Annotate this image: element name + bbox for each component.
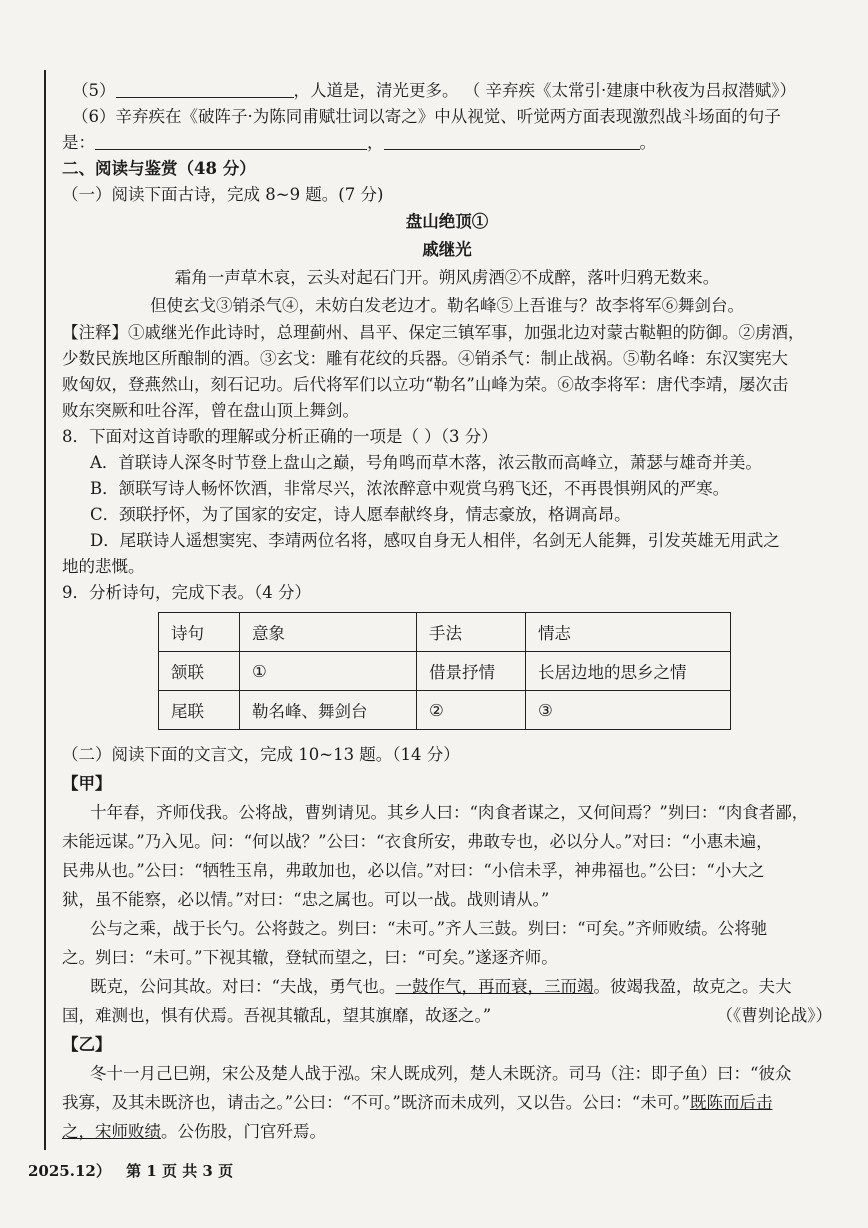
table-cell: 颔联 xyxy=(159,652,240,691)
analysis-table xyxy=(158,612,731,730)
poem-line-1: 霜角一声草木哀，云头对起石门开。朔风虏酒②不成醉，落叶归鸦无数来。 xyxy=(174,268,720,287)
jia-para3-line1: 既克，公问其故。对曰：“夫战，勇气也。一鼓作气，再而衰，三而竭。彼竭我盈，故克之。夫大 xyxy=(90,977,792,996)
table-cell: 勒名峰、舞剑台 xyxy=(240,691,417,730)
question-6-line1: （6）辛弃疾在《破阵子·为陈同甫赋壮词以寄之》中从视觉、听觉两方面表现激烈战斗场面的句子 xyxy=(72,107,781,126)
question-8-option-a: A．首联诗人深冬时节登上盘山之巅，号角鸣而草木落，浓云散而高峰立，萧瑟与雄奇并美。 xyxy=(90,453,762,472)
jia-para2-line2: 之。刿曰：“未可。”下视其辙，登轼而望之，曰：“可矣。”遂逐齐师。 xyxy=(62,948,558,967)
table-cell: 长居边地的思乡之情 xyxy=(526,652,731,691)
poem-title: 盘山绝顶① xyxy=(405,212,489,231)
poem-line-2: 但使玄戈③销杀气④，未妨白发老边才。勒名峰⑤上吾谁与？故李将军⑥舞剑台。 xyxy=(150,296,744,315)
poem-author: 戚继光 xyxy=(422,240,472,259)
yi-line2: 我寡，及其未既济也，请击之。”公曰：“不可。”既济而未成列，又以告。公曰：“未可。”既陈而后击 xyxy=(62,1093,773,1112)
question-8-stem: 8．下面对这首诗歌的理解或分析正确的一项是（ ）（3 分） xyxy=(62,427,498,446)
table-cell: ② xyxy=(417,691,526,730)
binding-margin-line xyxy=(44,70,46,1150)
question-6-line2: 是： ， 。 xyxy=(62,133,656,152)
footer-date: 2025.12） xyxy=(28,1162,111,1180)
table-cell: 借景抒情 xyxy=(417,652,526,691)
table-row xyxy=(159,691,731,730)
question-9-stem: 9．分析诗句，完成下表。（4 分） xyxy=(62,583,311,602)
question-8-option-d: D．尾联诗人遥想窦宪、李靖两位名将，感叹自身无人相伴，名剑无人能舞，引发英雄无用武之 xyxy=(90,531,780,550)
table-header-cell: 诗句 xyxy=(159,613,240,652)
part-1-intro: （一）阅读下面古诗，完成 8~9 题。(7 分) xyxy=(62,185,384,204)
table-row xyxy=(159,652,731,691)
jia-para1-line1: 十年春，齐师伐我。公将战，曹刿请见。其乡人曰：“肉食者谋之，又何间焉？”刿曰：“肉食者鄙， xyxy=(90,803,809,822)
underlined-sentence: 之，宋师败绩 xyxy=(62,1122,161,1141)
yi-line3: 之，宋师败绩。公伤股，门官歼焉。 xyxy=(62,1122,326,1141)
table-header-cell: 情志 xyxy=(526,613,731,652)
classical-text-section xyxy=(62,740,832,1146)
page-footer xyxy=(28,1160,243,1181)
notes-line-2: 少数民族地区所酿制的酒。③玄戈：雕有花纹的兵器。④销杀气：制止战祸。⑤勒名峰：东汉窦宪大 xyxy=(62,349,788,368)
jia-source: （《曹刿论战》） xyxy=(716,1006,832,1025)
question-5-line: （5） ，人道是，清光更多。 （ 辛弃疾《太常引·建康中秋夜为吕叔潜赋》） xyxy=(72,81,796,100)
table-header-cell: 手法 xyxy=(417,613,526,652)
jia-para3-line2: 国，难测也，惧有伏焉。吾视其辙乱，望其旗靡，故逐之。” （《曹刿论战》） xyxy=(62,1001,832,1030)
answer-blank-5[interactable] xyxy=(116,79,294,98)
jia-para2-line1: 公与之乘，战于长勺。公将鼓之。刿曰：“未可。”齐人三鼓。刿曰：“可矣。”齐师败绩。公将驰 xyxy=(90,919,768,938)
table-header-cell: 意象 xyxy=(240,613,417,652)
table-header-row xyxy=(159,613,731,652)
answer-blank-6a[interactable] xyxy=(95,131,367,150)
question-8-option-b: B．颔联写诗人畅怀饮酒，非常尽兴，浓浓醉意中观赏乌鸦飞还，不再畏惧朔风的严寒。 xyxy=(90,479,730,498)
table-cell: ① xyxy=(240,652,417,691)
notes-line-1: 【注释】①戚继光作此诗时，总理蓟州、昌平、保定三镇军事，加强北边对蒙古鞑靼的防御。②虏酒， xyxy=(62,323,805,342)
table-cell: ③ xyxy=(526,691,731,730)
passage-jia-label: 【甲】 xyxy=(62,774,112,793)
jia-para1-line2: 未能远谋。”乃入见。问：“何以战？”公曰：“衣食所安，弗敢专也，必以分人。”对曰：“小惠未遍， xyxy=(62,832,773,851)
footer-page-number: 第 1 页 共 3 页 xyxy=(126,1162,234,1180)
yi-line1: 冬十一月己巳朔，宋公及楚人战于泓。宋人既成列，楚人未既济。司马（注：即子鱼）曰：“彼众 xyxy=(90,1064,792,1083)
notes-line-4: 败东突厥和吐谷浑，曾在盘山顶上舞剑。 xyxy=(62,401,359,420)
question-8-option-d-cont: 地的悲慨。 xyxy=(62,557,145,576)
jia-para1-line3: 民弗从也。”公曰：“牺牲玉帛，弗敢加也，必以信。”对曰：“小信未孚，神弗福也。”公曰：“小大之 xyxy=(62,861,765,880)
answer-blank-6b[interactable] xyxy=(384,131,640,150)
table-cell: 尾联 xyxy=(159,691,240,730)
notes-line-3: 败匈奴，登燕然山，刻石记功。后代将军们以立功“勒名”山峰为荣。⑥故李将军：唐代李靖，屡次击 xyxy=(62,375,789,394)
section-2-heading: 二、阅读与鉴赏（48 分） xyxy=(62,159,256,178)
question-8-option-c: C．颈联抒怀，为了国家的安定，诗人愿奉献终身，情志豪放，格调高昂。 xyxy=(90,505,631,524)
part-2-intro: （二）阅读下面的文言文，完成 10~13 题。（14 分） xyxy=(62,745,460,764)
underlined-sentence: 既陈而后击 xyxy=(689,1093,773,1112)
passage-yi-label: 【乙】 xyxy=(62,1035,112,1054)
underlined-sentence: 一鼓作气，再而衰，三而竭 xyxy=(395,977,594,996)
jia-para1-line4: 狱，虽不能察，必以情。”对曰：“忠之属也。可以一战。战则请从。” xyxy=(62,890,550,909)
